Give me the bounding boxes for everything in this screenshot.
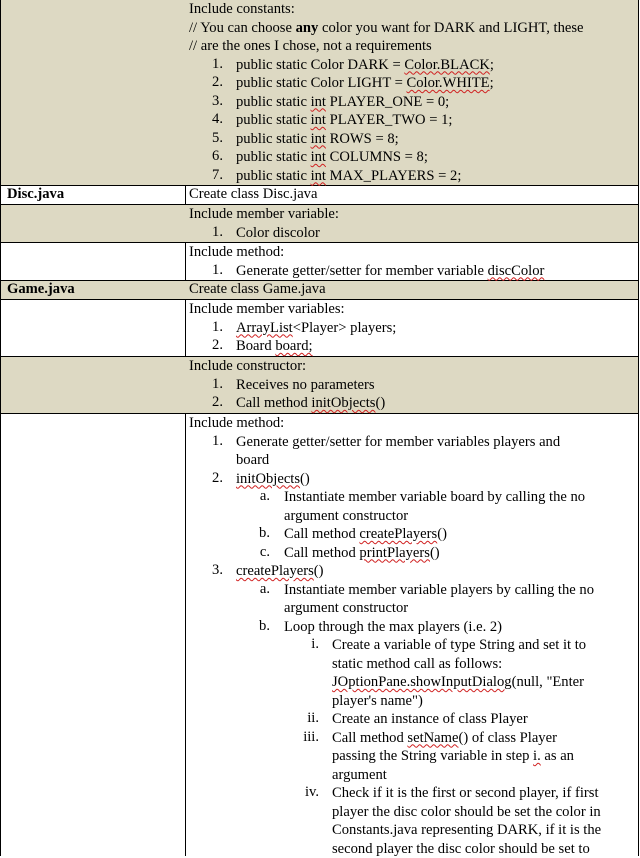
list-item-continuation: Constants.java representing DARK, if it is the — [332, 821, 601, 840]
file-name: Disc.java — [7, 186, 64, 203]
list-item-continuation: board — [236, 451, 269, 470]
list-number: 1. — [207, 262, 223, 279]
text-line: // are the ones I chose, not a requirements — [189, 37, 432, 56]
list-number: 7. — [207, 167, 223, 184]
text-line: Include method: — [189, 243, 284, 262]
list-item: Receives no parameters — [236, 376, 375, 395]
list-item: ArrayList<Player> players; — [236, 319, 396, 338]
list-number: 2. — [207, 74, 223, 91]
list-roman: iii. — [297, 729, 319, 746]
list-item: public static int COLUMNS = 8; — [236, 148, 428, 167]
list-item-continuation: JOptionPane.showInputDialog(null, "Enter — [332, 673, 584, 692]
list-number: 2. — [207, 337, 223, 354]
text-line: Include member variable: — [189, 205, 339, 224]
list-item: Instantiate member variable players by calling the no — [284, 581, 594, 600]
list-item: initObjects() — [236, 470, 310, 489]
list-item: Check if it is the first or second player, if first — [332, 784, 599, 803]
list-letter: a. — [257, 581, 270, 598]
list-roman: ii. — [299, 710, 319, 727]
list-letter: a. — [257, 488, 270, 505]
list-item: Call method setName() of class Player — [332, 729, 557, 748]
list-item-continuation: argument constructor — [284, 507, 408, 526]
text-line: Include method: — [189, 414, 284, 433]
text-line: Include member variables: — [189, 300, 345, 319]
list-item: createPlayers() — [236, 562, 324, 581]
game-member-variables-row — [1, 300, 638, 357]
list-number: 1. — [207, 224, 223, 241]
list-number: 3. — [207, 93, 223, 110]
list-item-continuation: player's name") — [332, 692, 423, 711]
list-item: Call method printPlayers() — [284, 544, 440, 563]
list-number: 5. — [207, 130, 223, 147]
game-methods-row — [1, 414, 638, 856]
list-item: Color discolor — [236, 224, 320, 243]
text-line: Include constants: — [189, 0, 295, 19]
list-number: 2. — [207, 394, 223, 411]
file-name: Game.java — [7, 281, 75, 298]
disc-method-row — [1, 243, 638, 281]
list-number: 1. — [207, 433, 223, 450]
list-number: 1. — [207, 56, 223, 73]
list-item-continuation: argument — [332, 766, 387, 785]
list-letter: b. — [257, 525, 270, 542]
list-item: Board board; — [236, 337, 313, 356]
list-number: 1. — [207, 319, 223, 336]
text-line: Include constructor: — [189, 357, 306, 376]
list-item-continuation: static method call as follows: — [332, 655, 502, 674]
list-item: Create a variable of type String and set it to — [332, 636, 586, 655]
list-item-continuation: passing the String variable in step i. as an — [332, 747, 574, 766]
list-item: public static Color LIGHT = Color.WHITE; — [236, 74, 494, 93]
list-number: 2. — [207, 470, 223, 487]
list-item: public static Color DARK = Color.BLACK; — [236, 56, 494, 75]
list-item: Instantiate member variable board by calling the no — [284, 488, 585, 507]
list-letter: b. — [257, 618, 270, 635]
constants-row — [1, 0, 638, 186]
text-line: Create class Disc.java — [189, 185, 317, 204]
disc-member-variable-row — [1, 205, 638, 243]
list-item: public static int MAX_PLAYERS = 2; — [236, 167, 461, 186]
list-roman: i. — [305, 636, 319, 653]
list-item: Call method initObjects() — [236, 394, 385, 413]
list-item: Generate getter/setter for member variables players and — [236, 433, 560, 452]
list-item: Call method createPlayers() — [284, 525, 447, 544]
text-line: Create class Game.java — [189, 280, 326, 299]
text-line: // You can choose any color you want for DARK and LIGHT, these — [189, 19, 584, 38]
list-item-continuation: argument constructor — [284, 599, 408, 618]
list-item: public static int PLAYER_TWO = 1; — [236, 111, 452, 130]
game-java-row — [1, 281, 638, 300]
list-item-continuation: second player the disc color should be set to — [332, 840, 590, 858]
disc-java-row — [1, 186, 638, 205]
list-number: 3. — [207, 562, 223, 579]
list-item: public static int PLAYER_ONE = 0; — [236, 93, 449, 112]
list-roman: iv. — [297, 784, 319, 801]
list-item-continuation: player the disc color should be set the color in — [332, 803, 601, 822]
list-number: 1. — [207, 376, 223, 393]
list-letter: c. — [257, 544, 270, 561]
game-constructor-row — [1, 357, 638, 414]
list-item: Generate getter/setter for member variable discColor — [236, 262, 544, 281]
list-item: public static int ROWS = 8; — [236, 130, 399, 149]
list-number: 6. — [207, 148, 223, 165]
list-item: Loop through the max players (i.e. 2) — [284, 618, 502, 637]
list-number: 4. — [207, 111, 223, 128]
list-item: Create an instance of class Player — [332, 710, 528, 729]
